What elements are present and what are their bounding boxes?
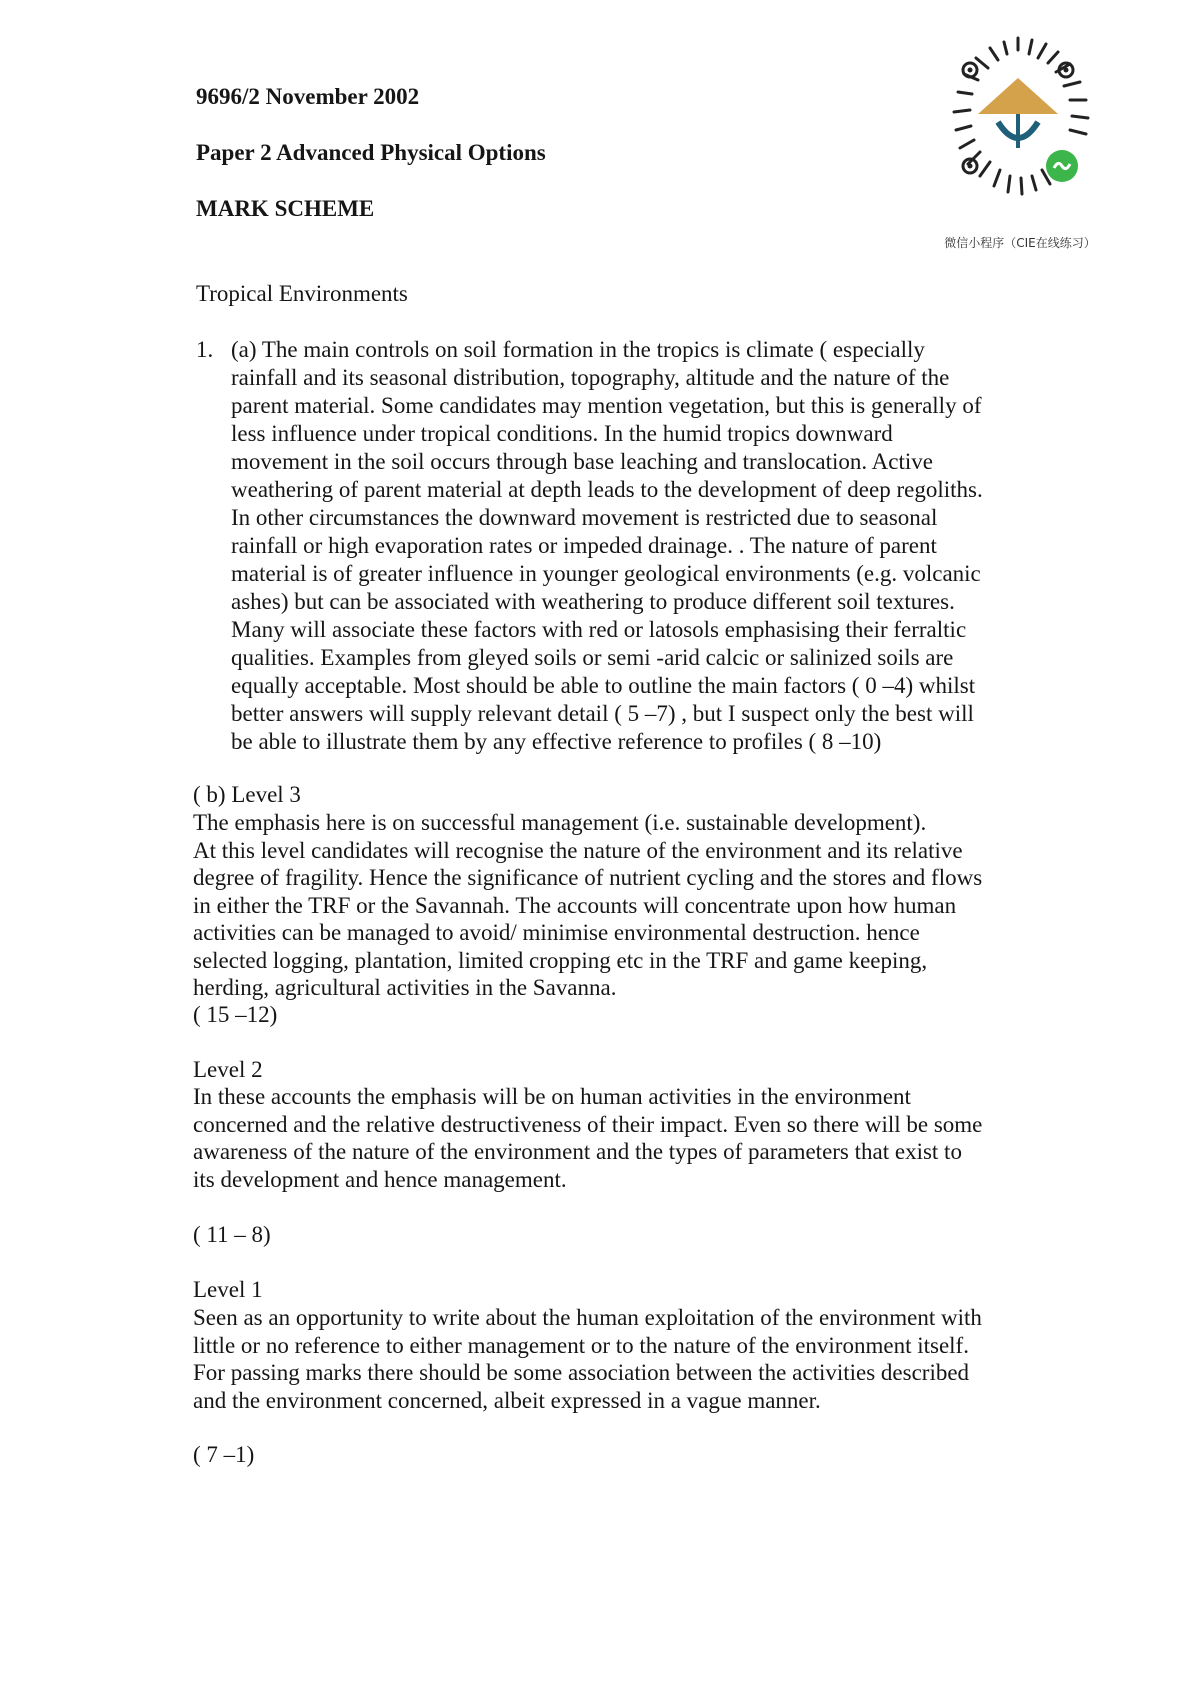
level3-description: The emphasis here is on successful management (i.e. sustainable development). At this level candidates will recognise the nature of the environment and its relative degree of fragility. Hence the significance of nutrient cycling and the stores and flows in either the TRF or the Savannah. The accounts will concentrate upon how human activities can be managed to avoid/ minimise environmental destruction. hence selected logging, plantation, limited cropping etc in the TRF and game keeping, herding, agricultural activities in the Savanna. — [193, 810, 983, 1000]
level1-marks: ( 7 –1) — [193, 1442, 255, 1467]
question-number: 1. — [196, 337, 214, 362]
paper-title: Paper 2 Advanced Physical Options — [196, 140, 546, 165]
question-1a-text: (a) The main controls on soil formation in the tropics is climate ( especially rainfall and its seasonal distribution, topography, altitude and the nature of the parent material. Some candidates may mention vegetation, but this is generally of less influence under tropical conditions. In the humid tropics downward movement in the soil occurs through base leaching and translocation. Active weathering of parent material at depth leads to the development of deep regoliths. In other circumstances the downward movement is restricted due to seasonal rainfall or high evaporation rates or impeded drainage. . The nature of parent material is of greater influence in younger geological environments (e.g. volcanic ashes) but can be associated with weathering to produce different soil textures. Many will associate these factors with red or latosols emphasising their ferraltic qualities. Examples from gleyed soils or semi -arid calcic or salinized soils are equally acceptable. Most should be able to outline the main factors ( 0 –4) whilst better answers will supply relevant detail ( 5 –7) , but I suspect only the best will be able to illustrate them by any effective reference to profiles ( 8 –10) — [231, 337, 983, 754]
mark-scheme-heading: MARK SCHEME — [196, 196, 375, 221]
paper-code-date: 9696/2 November 2002 — [196, 84, 420, 109]
part-b-heading: ( b) Level 3 — [193, 782, 301, 807]
level3-marks: ( 15 –12) — [193, 1002, 278, 1027]
level2-marks: ( 11 – 8) — [193, 1222, 271, 1247]
level1-description: Seen as an opportunity to write about the human exploitation of the environment with little or no reference to either management or to the nature of the environment itself. For passing marks there should be some association between the activities described and the environment concerned, albeit expressed in a vague manner. — [193, 1305, 982, 1413]
mini-program-qr-code[interactable] — [928, 30, 1108, 210]
level2-heading: Level 2 — [193, 1057, 263, 1082]
qr-caption: 微信小程序（CIE在线练习） — [944, 236, 1096, 250]
level2-description: In these accounts the emphasis will be on human activities in the environment concerned and the relative destructiveness of their impact. Even so there will be some awareness of the nature of the environment and the types of parameters that exist to its development and hence management. — [193, 1084, 983, 1192]
level1-heading: Level 1 — [193, 1277, 263, 1302]
section-title: Tropical Environments — [196, 281, 408, 306]
